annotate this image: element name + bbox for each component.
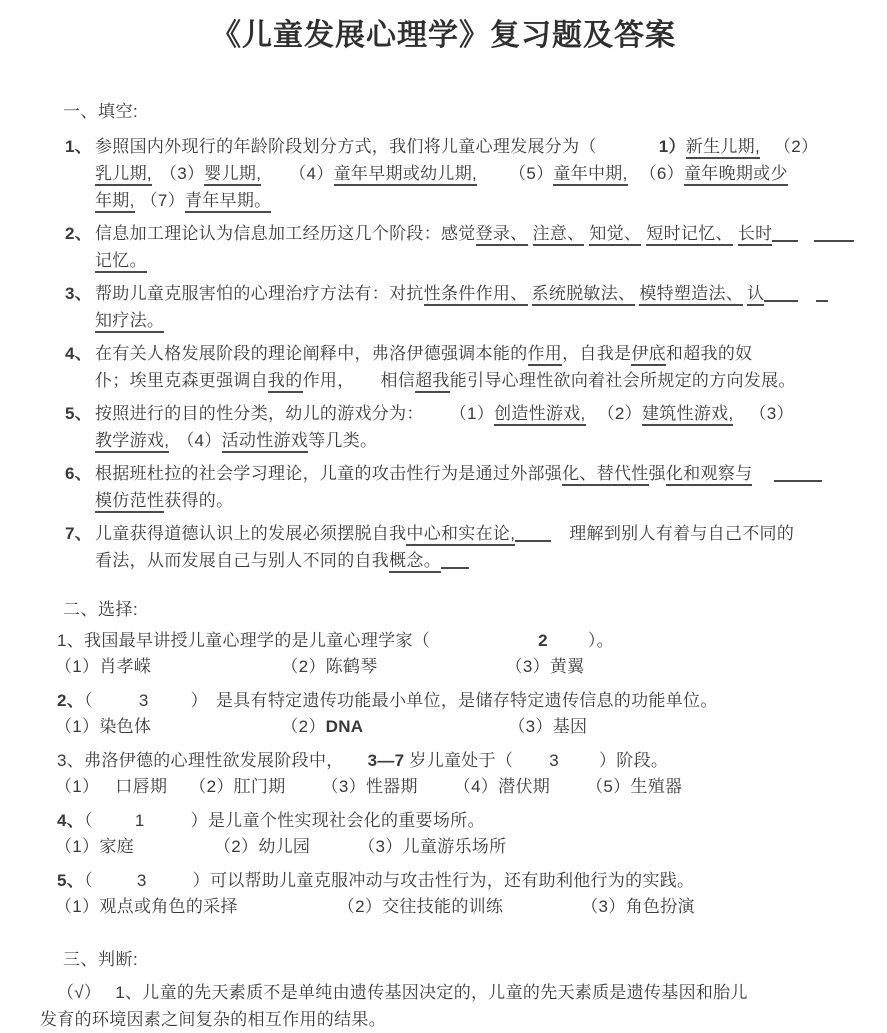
spacer (149, 705, 191, 706)
answer-text: 短时记忆、 (646, 224, 733, 246)
text-line (0, 487, 887, 514)
text-run: ）可以帮助儿童克服冲动与攻击性行为，还有助利他行为的实践。 (192, 871, 695, 890)
question-item (0, 133, 887, 214)
text-line (0, 460, 887, 487)
question-item (0, 628, 887, 680)
text-run: ）。 (587, 631, 614, 650)
question-item (0, 280, 887, 334)
answer-text: 认 (747, 284, 764, 306)
text-line (0, 808, 887, 834)
question-item (0, 979, 887, 1033)
answer-text: 教学游戏, (95, 431, 169, 453)
answer-text: 青年早期。 (185, 191, 272, 213)
blank-underline (814, 223, 854, 242)
text-line (0, 220, 887, 247)
spacer (550, 791, 586, 792)
text-run: （3） (159, 164, 205, 183)
question-item (0, 808, 887, 860)
spacer (548, 645, 588, 646)
text-line (0, 307, 887, 334)
question-number: 1、 (65, 137, 93, 156)
blank-underline (764, 283, 798, 302)
text-run: （2）幼儿园 (213, 837, 311, 856)
text-run: （3）黄翼 (505, 657, 585, 676)
text-run: 发育的环境因素之间复杂的相互作用的结果。 (40, 1010, 386, 1029)
text-run: ，自我是 (562, 344, 632, 363)
text-run: （ (84, 691, 93, 710)
text-run: （1）观点或角色的采择 (55, 897, 238, 916)
text-run: ）阶段。 (598, 751, 669, 770)
spacer (733, 418, 749, 419)
text-run: 3 (136, 871, 147, 890)
text-run: （3） (749, 404, 794, 423)
text-run: 获得的。 (164, 491, 234, 510)
spacer (424, 418, 450, 419)
text-run: 岁儿童处于（ (404, 751, 514, 770)
text-run: （ (84, 871, 93, 890)
spacer (752, 478, 774, 479)
text-line (0, 133, 887, 160)
text-run: 看法，从而发展自己与别人不同的自我 (95, 551, 390, 570)
text-line (0, 400, 887, 427)
text-run: （1）染色体 (55, 717, 152, 736)
text-line (0, 247, 887, 274)
text-line (0, 547, 887, 574)
spacer (513, 765, 549, 766)
text-run: 2 (538, 631, 548, 650)
text-run: （√） (57, 983, 102, 1002)
text-run: 1） (658, 137, 686, 156)
text-line (0, 280, 887, 307)
text-run: 信息加工理论认为信息加工经历这几个阶段：感觉 (95, 224, 476, 243)
text-run: 3、弗洛伊德的心理性欲发展阶段中， (57, 751, 344, 770)
text-run: 理解到别人有着与自己不同的 (569, 524, 795, 543)
answer-text: 知觉、 (589, 224, 641, 246)
text-line (0, 520, 887, 547)
question-item (0, 400, 887, 454)
answer-text: 注意、 (533, 224, 585, 246)
document-body (0, 100, 887, 1033)
text-run: （1）肖孝嵘 (55, 657, 152, 676)
text-run: （4）潜伏期 (453, 777, 551, 796)
question-number: 2、 (65, 224, 93, 243)
question-item (0, 460, 887, 514)
answer-text: 记忆。 (95, 251, 147, 273)
spacer (167, 791, 189, 792)
spacer (151, 731, 281, 732)
question-item (0, 688, 887, 740)
text-run: （3）基因 (508, 717, 588, 736)
text-run: （5）生殖器 (586, 777, 683, 796)
answer-text: 创造性游戏, (494, 404, 586, 426)
answer-text: 作用 (528, 344, 563, 366)
question-item (0, 340, 887, 394)
text-run: 在有关人格发展阶段的理论阐释中，弗洛伊德强调本能的 (95, 344, 528, 363)
question-number: 7、 (65, 524, 93, 543)
text-line (0, 427, 887, 454)
text-run: 参照国内外现行的年龄阶段划分方式，我们将儿童心理发展分为（ (95, 137, 597, 156)
answer-text: 童年晚期或少 (684, 164, 788, 186)
blank-underline (441, 550, 469, 569)
spacer (152, 178, 160, 179)
spacer (586, 418, 598, 419)
spacer (93, 885, 137, 886)
text-line (0, 894, 887, 920)
spacer (261, 178, 289, 179)
question-number: 3、 (65, 284, 93, 303)
question-number: 6、 (65, 464, 93, 483)
answer-text: 婴儿期, (204, 164, 261, 186)
blank-underline (816, 283, 828, 302)
text-run: DNA (325, 717, 364, 736)
text-line (0, 340, 887, 367)
spacer (628, 178, 640, 179)
blank-underline (515, 523, 551, 542)
spacer (760, 151, 774, 152)
text-run: 相信 (380, 371, 416, 390)
question-item (0, 220, 887, 274)
answer-text: 活动性游戏 (222, 431, 309, 453)
spacer (597, 151, 659, 152)
text-run: （2） (281, 717, 326, 736)
text-run: （2）交往技能的训练 (337, 897, 504, 916)
text-run: 和超我的奴 (665, 344, 753, 363)
spacer (134, 851, 214, 852)
text-run: 1、儿童的先天素质不是单纯由遗传基因决定的，儿童的先天素质是遗传基因和胎儿 (115, 983, 748, 1002)
answer-text: 系统脱敏法、 (532, 284, 636, 306)
answer-text: 童年早期或幼儿期, (334, 164, 477, 186)
section-header: 一、填空: (63, 102, 139, 121)
answer-text: 乳儿期, (95, 164, 152, 186)
spacer (344, 765, 368, 766)
text-run: 是具有特定遗传功能最小单位，是储存特定遗传信息的功能单位。 (215, 691, 718, 710)
answer-text: 模特塑造法、 (639, 284, 743, 306)
text-run: （5） (509, 164, 554, 183)
text-run: 2、 (57, 691, 85, 710)
text-line (0, 654, 887, 680)
section-header: 三、判断: (63, 950, 139, 969)
text-run: （2）陈鹤琴 (281, 657, 378, 676)
spacer (93, 825, 135, 826)
blank-underline (774, 463, 822, 482)
text-run: （2） (597, 404, 642, 423)
answer-text: 概念。 (389, 551, 441, 573)
text-run: 1 (134, 811, 145, 830)
text-line (0, 160, 887, 187)
text-line (0, 868, 887, 894)
section-header: 二、选择: (63, 600, 139, 619)
spacer (503, 911, 581, 912)
text-run: 口唇期 (115, 777, 168, 796)
spacer (93, 705, 139, 706)
spacer (286, 791, 322, 792)
text-run: 能引导心理性欲向着社会所规定的方向发展。 (449, 371, 796, 390)
text-run: ）是儿童个性实现社会化的重要场所。 (190, 811, 485, 830)
text-run: 5、 (57, 871, 85, 890)
spacer (477, 178, 509, 179)
text-run: 3 (138, 691, 149, 710)
spacer (208, 705, 216, 706)
text-line (0, 367, 887, 394)
spacer (355, 385, 381, 386)
text-run: 3 (549, 751, 559, 770)
text-run: （ (84, 811, 93, 830)
text-run: 1、我国最早讲授儿童心理学的是儿童心理学家（ (57, 631, 431, 650)
text-run: 按照进行的目的性分类，幼儿的游戏分为： (95, 404, 424, 423)
text-line (0, 187, 887, 214)
text-line (0, 748, 887, 774)
spacer (145, 825, 191, 826)
answer-text: 超我 (415, 371, 450, 393)
answer-text: 化和观察与 (666, 464, 753, 486)
text-run: （3）角色扮演 (581, 897, 695, 916)
text-run: （1）家庭 (55, 837, 134, 856)
answer-text: 我的 (268, 371, 303, 393)
text-run: （3）性器期 (321, 777, 418, 796)
answer-text: 知疗法。 (95, 311, 164, 333)
document-title: 《儿童发展心理学》复习题及答案 (211, 19, 676, 52)
text-run: 4、 (57, 811, 85, 830)
text-run: （7） (140, 191, 185, 210)
text-run: （2）肛门期 (189, 777, 286, 796)
answer-text: 性条件作用、 (424, 284, 528, 306)
spacer (418, 791, 454, 792)
text-run: （3）儿童游乐场所 (358, 837, 507, 856)
spacer (528, 238, 533, 239)
text-run: （4） (177, 431, 222, 450)
spacer (151, 671, 281, 672)
question-item (0, 868, 887, 920)
text-run: （1） (449, 404, 495, 423)
question-item (0, 748, 887, 800)
text-run: （4） (289, 164, 334, 183)
text-line (0, 1006, 887, 1033)
text-run: 作用， (302, 371, 355, 390)
text-run: 帮助儿童克服害怕的心理治疗方法有：对抗 (95, 284, 424, 303)
blank-underline (772, 223, 798, 242)
spacer (528, 298, 532, 299)
spacer (147, 885, 193, 886)
spacer (101, 997, 115, 998)
spacer (430, 645, 538, 646)
spacer (551, 538, 569, 539)
spacer (378, 671, 506, 672)
answer-text: 化、替代性 (562, 464, 649, 486)
answer-text: 建筑性游戏, (642, 404, 734, 426)
text-run: 3—7 (367, 751, 405, 770)
answer-text: 登录、 (476, 224, 528, 246)
text-line (0, 834, 887, 860)
answer-text: 年期, (95, 191, 135, 213)
answer-text: 中心和实在论, (406, 524, 515, 546)
answer-text: 新生儿期, (686, 137, 760, 159)
text-run: 根据班杜拉的社会学习理论，儿童的攻击性行为是通过外部强 (95, 464, 563, 483)
spacer (798, 298, 816, 299)
spacer (798, 238, 814, 239)
spacer (363, 731, 508, 732)
section-judge (0, 948, 887, 1033)
spacer (559, 765, 599, 766)
text-line (0, 774, 887, 800)
section-choice (0, 598, 887, 920)
answer-text: 童年中期, (553, 164, 627, 186)
question-item (0, 520, 887, 574)
text-run: 强 (648, 464, 666, 483)
answer-text: 伊底 (631, 344, 666, 366)
text-run: （1） (55, 777, 100, 796)
section-fill (0, 100, 887, 574)
answer-text: 长时 (738, 224, 773, 246)
text-line (0, 628, 887, 654)
spacer (310, 851, 358, 852)
text-run: ） (190, 691, 208, 710)
question-number: 5、 (65, 404, 93, 423)
spacer (99, 791, 115, 792)
question-number: 4、 (65, 344, 93, 363)
text-line (0, 979, 887, 1006)
text-run: （2） (774, 137, 819, 156)
text-line (0, 714, 887, 740)
text-run: 等几类。 (308, 431, 378, 450)
spacer (238, 911, 338, 912)
text-run: （6） (639, 164, 684, 183)
text-run: 儿童获得道德认识上的发展必须摆脱自我 (95, 524, 407, 543)
answer-text: 模仿范性 (95, 491, 164, 513)
text-run: 仆；埃里克森更强调自 (95, 371, 268, 390)
text-line (0, 688, 887, 714)
